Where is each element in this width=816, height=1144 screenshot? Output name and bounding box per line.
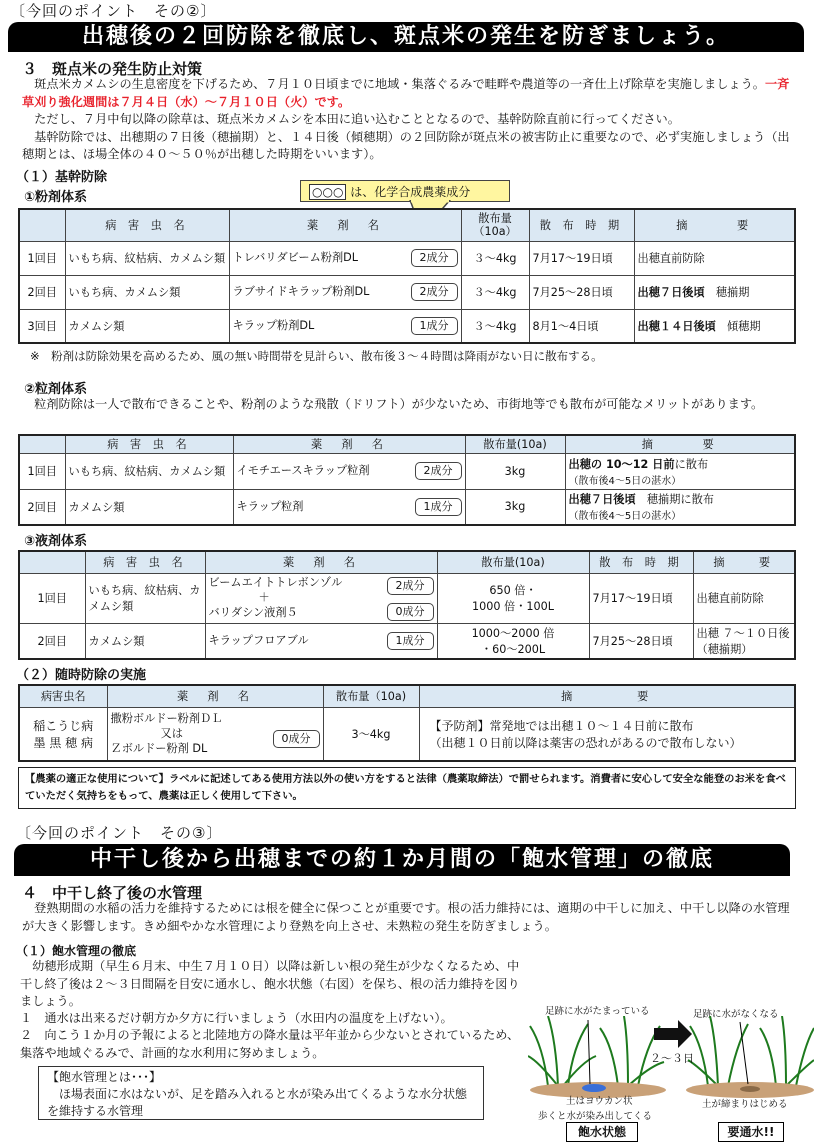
- header-note: 摘 要: [565, 435, 795, 453]
- note-cell: 出穂直前防除: [693, 573, 795, 623]
- pest-cell: いもち病、紋枯病、カメムシ類: [85, 573, 205, 623]
- random-title: （２）随時防除の実施: [16, 668, 147, 683]
- note-bold: 出穂１４日後頃: [637, 319, 716, 333]
- table-row: [19, 309, 795, 343]
- drug-cell: [233, 489, 465, 525]
- powder-note: ※ 粉剤は防除効果を高めるため、風の無い時間帯を見計らい、散布後３～４時間は降雨がない日に散布する。: [30, 349, 603, 363]
- fig-label-left-top: 足跡に水がたまっている: [545, 1006, 650, 1017]
- time-cell: 7月17～19日頃: [529, 241, 634, 275]
- point-banner: 出穂後の２回防除を徹底し、斑点米の発生を防ぎましょう。: [8, 22, 804, 52]
- fig-box-water-needed: 要通水!!: [718, 1122, 784, 1142]
- amount-cell: 3kg: [465, 453, 565, 489]
- amount-cell: ３～4kg: [461, 241, 529, 275]
- header-time: 散 布 時 期: [529, 209, 634, 241]
- note-text: 穂揃期に散布: [635, 493, 714, 507]
- pest-cell: いもち病、カメムシ類: [65, 275, 229, 309]
- section4-paragraph-2: 幼穂形成期（早生６月末、中生７月１０日）以降は新しい根の発生が少なくなるため、中干し終了後は２～３日間隔を目安に通水し、飽水状態（右図）を保ち、根の活力維持を図りましょう。: [20, 959, 520, 1008]
- section-title: ３ 斑点米の発生防止対策: [22, 60, 203, 78]
- component-badge: 1成分: [415, 498, 462, 516]
- header-pest: 病 害 虫 名: [65, 209, 229, 241]
- table-row: [19, 623, 795, 659]
- amount-cell: 3kg: [465, 489, 565, 525]
- row-number: 1回目: [19, 453, 65, 489]
- fig-label-right-top: 足跡に水がなくなる: [693, 1009, 779, 1020]
- liquid-title: ③液剤体系: [24, 534, 88, 549]
- header-amount: 散布量(10a): [465, 435, 565, 453]
- component-badge: 0成分: [387, 603, 434, 621]
- note-bold: 出穂７日後頃: [637, 286, 705, 299]
- random-table: [18, 684, 796, 762]
- legend-callout: [300, 180, 510, 202]
- header-amount: 散布量(10a): [437, 551, 589, 573]
- note-sub: （散布後4～5日の湛水）: [568, 511, 682, 523]
- powder-table: [18, 208, 796, 344]
- drug-cell: [233, 453, 465, 489]
- subsection-title: （１）飽水管理の徹底: [16, 944, 137, 958]
- note-cell: [565, 489, 795, 525]
- header-drug: 薬 剤 名: [233, 435, 465, 453]
- section-title: ４ 中干し終了後の水管理: [22, 884, 203, 902]
- note-cell: [634, 309, 795, 343]
- powder-title: ①粉剤体系: [24, 190, 88, 205]
- note-text: 穂揃期: [715, 286, 750, 299]
- section4-item-2: ２ 向こう１か月の予報によると北陸地方の降水量は平年並から少ないとされているため、集落や地域ぐるみで、計画的な水利用に努めましょう。: [20, 1028, 520, 1060]
- note-text: 出穂直前防除: [637, 252, 705, 265]
- header-pest: 病害虫名: [19, 685, 107, 707]
- fig-label-left-b1: 土はヨウカン状: [566, 1096, 633, 1107]
- amount-cell: [437, 623, 589, 659]
- drug-name: キラップフロアブル: [208, 633, 309, 647]
- drug-name: 撒粉ボルドー粉剤ＤＬ: [110, 712, 223, 726]
- time-cell: 8月1～4日頃: [529, 309, 634, 343]
- table-row: [19, 241, 795, 275]
- drug-name: キラップ粉剤DL: [232, 318, 315, 332]
- table-row: [19, 573, 795, 623]
- pest-cell: いもち病、紋枯病、カメムシ類: [65, 453, 233, 489]
- drug-name: バリダシン液剤５: [208, 606, 298, 619]
- section3-paragraphs: [22, 76, 800, 164]
- header-time: 散 布 時 期: [589, 551, 693, 573]
- note-cell: 出穂 ７～１０日後（穂揃期）: [693, 623, 795, 659]
- drug-cell: [205, 623, 437, 659]
- header-drug: 薬 剤 名: [107, 685, 323, 707]
- component-badge: 1成分: [387, 632, 434, 650]
- drug-cell: [107, 707, 323, 761]
- note-line: 【予防剤】常発地では出穂１０～１４日前に散布: [429, 718, 694, 733]
- amount-line: 650 倍・: [489, 584, 537, 597]
- component-badge: 2成分: [411, 249, 458, 267]
- granule-text: 粒剤防除は一人で散布できることや、粉剤のような飛散（ドリフト）が少ないため、市街地等でも散布が可能なメリットがあります。: [22, 397, 764, 411]
- note-sub: （散布後4～5日の湛水）: [568, 475, 682, 487]
- amount-cell: [437, 573, 589, 623]
- section4-item-1: １ 通水は出来るだけ朝方か夕方に行いましょう（水田内の温度を上げない）。: [20, 1011, 453, 1025]
- time-cell: 7月17～19日頃: [589, 573, 693, 623]
- paragraph-2: ただし、７月中旬以降の除草は、斑点米カメムシを本田に追い込むこととなるので、基幹防除直前に行ってください。: [22, 112, 680, 126]
- drug-name: イモチエースキラップ粒剤: [236, 464, 370, 477]
- header-note: 摘 要: [419, 685, 795, 707]
- time-cell: 7月25～28日頃: [589, 623, 693, 659]
- callout-text: は、化学合成農薬成分: [346, 185, 471, 199]
- liquid-table: [18, 550, 796, 660]
- amount-cell: ３～4kg: [461, 275, 529, 309]
- subsection-title: （１）基幹防除: [16, 170, 108, 185]
- drug-cell: [205, 573, 437, 623]
- amount-line: ・60～200L: [480, 642, 546, 656]
- pest-name: 稲こうじ病: [33, 718, 94, 733]
- pest-cell: カメムシ類: [85, 623, 205, 659]
- drug-cell: [229, 275, 461, 309]
- note-line: （出穂１０日前以降は薬害の恐れがあるので散布しない）: [429, 735, 742, 750]
- amount-cell: 3～4kg: [323, 707, 419, 761]
- granule-table: [18, 434, 796, 526]
- drug-or: 又は: [160, 727, 183, 741]
- time-cell: 7月25～28日頃: [529, 275, 634, 309]
- pest-cell: カメムシ類: [65, 309, 229, 343]
- drug-name: トレバリダビーム粉剤DL: [232, 251, 358, 264]
- note-cell: [634, 241, 795, 275]
- pest-cell: いもち病、紋枯病、カメムシ類: [65, 241, 229, 275]
- note-bold: 出穂の 10～12 日前: [568, 457, 675, 471]
- red-emphasis: 一斉草刈り強化週間は７月４日（水）～７月１０日（火）です。: [22, 77, 790, 109]
- box-text: ほ場表面に水はないが、足を踏み入れると水が染み出てくるような水分状態を維持する水管理: [47, 1087, 468, 1118]
- note-text: に散布: [674, 457, 709, 471]
- note-cell: [419, 707, 795, 761]
- fig-box-saturated: 飽水状態: [566, 1122, 638, 1142]
- header-drug: 薬 剤 名: [205, 551, 437, 573]
- box-title: 【飽水管理とは･･･】: [47, 1070, 162, 1084]
- note-cell: [565, 453, 795, 489]
- fig-label-right-b1: 土が締まりはじめる: [702, 1099, 788, 1110]
- row-number: 3回目: [19, 309, 65, 343]
- table-row: [19, 275, 795, 309]
- plus-sign: ＋: [258, 591, 270, 604]
- table-row: [19, 707, 795, 761]
- header-note: 摘 要: [693, 551, 795, 573]
- header-drug: 薬 剤 名: [229, 209, 461, 241]
- header-note: 摘 要: [634, 209, 795, 241]
- liquid-header-row: [19, 551, 795, 573]
- granule-title: ②粒剤体系: [24, 382, 88, 397]
- note-text: 傾穂期: [727, 319, 761, 333]
- drug-cell: [229, 241, 461, 275]
- paragraph-1: 斑点米カメムシの生息密度を下げるため、７月１０日頃までに地域・集落ぐるみで畦畔や農道等の一斉仕上げ除草を実施しましょう。: [22, 77, 765, 91]
- point-header: 〔今回のポイント その②〕: [10, 2, 217, 20]
- section4-paragraph: 登熟期間の水稲の活力を維持するためには根を健全に保つことが重要です。根の活力維持には、適期の中干しに加え、中干し以降の水管理が大きく影響します。きめ細やかな水管理により登熟を向上させ、未熟粒の発生を防ぎましょう。: [22, 901, 790, 933]
- row-number: 1回目: [19, 241, 65, 275]
- component-badge: 0成分: [273, 730, 320, 748]
- note-bold: 出穂７日後頃: [568, 493, 636, 507]
- row-number: 2回目: [19, 489, 65, 525]
- amount-line: 1000～2000 倍: [471, 626, 555, 640]
- drug-name: ラブサイドキラップ粉剤DL: [232, 285, 370, 298]
- header-pest: 病 害 虫 名: [65, 435, 233, 453]
- row-number: 1回目: [19, 573, 85, 623]
- amount-line: 1000 倍・100L: [472, 600, 554, 613]
- granule-header-row: [19, 435, 795, 453]
- point-banner: 中干し後から出穂までの約１か月間の「飽水管理」の徹底: [14, 844, 790, 876]
- component-badge: 1成分: [411, 317, 458, 335]
- pesticide-warning: 【農薬の適正な使用について】ラベルに記述してある使用方法以外の使い方をすると法律（農薬取締法）で罰せられます。消費者に安心して安全な能登のお米を食べていただく気持ちをもって、農薬は正しく使用して下さい。: [18, 767, 796, 809]
- powder-header-row: [19, 209, 795, 241]
- table-row: [19, 453, 795, 489]
- callout-mark: ○○○: [309, 184, 346, 200]
- pest-cell: [19, 707, 107, 761]
- drug-cell: [229, 309, 461, 343]
- header-amount: 散布量 （10a）: [461, 209, 529, 241]
- header-pest: 病 害 虫 名: [85, 551, 205, 573]
- pest-name: 墨 黒 穂 病: [33, 735, 93, 750]
- header-amount: 散布量（10a): [323, 685, 419, 707]
- drug-name: Ｚボルドー粉剤 DL: [110, 742, 208, 756]
- table-row: [19, 489, 795, 525]
- fig-label-left-b2: 歩くと水が染み出してくる: [538, 1111, 653, 1122]
- definition-box: [38, 1066, 484, 1120]
- fig-arrow-label: ２～３日: [650, 1052, 694, 1065]
- point-header: 〔今回のポイント その③〕: [16, 824, 223, 842]
- component-badge: 2成分: [415, 462, 462, 480]
- component-badge: 2成分: [387, 577, 434, 595]
- row-number: 2回目: [19, 275, 65, 309]
- drug-name: キラップ粒剤: [236, 499, 304, 513]
- random-header-row: [19, 685, 795, 707]
- pest-cell: カメムシ類: [65, 489, 233, 525]
- amount-cell: ３～4kg: [461, 309, 529, 343]
- row-number: 2回目: [19, 623, 85, 659]
- component-badge: 2成分: [411, 283, 458, 301]
- drug-name: ビームエイトトレボンゾル: [208, 576, 343, 589]
- note-cell: [634, 275, 795, 309]
- paragraph-3: 基幹防除では、出穂期の７日後（穂揃期）と、１４日後（傾穂期）の２回防除が斑点米の被害防止に重要なので、必ず実施しましょう（出穂期とは、ほ場全体の４０～５０％が出穂した時期をいいます）。: [22, 129, 790, 161]
